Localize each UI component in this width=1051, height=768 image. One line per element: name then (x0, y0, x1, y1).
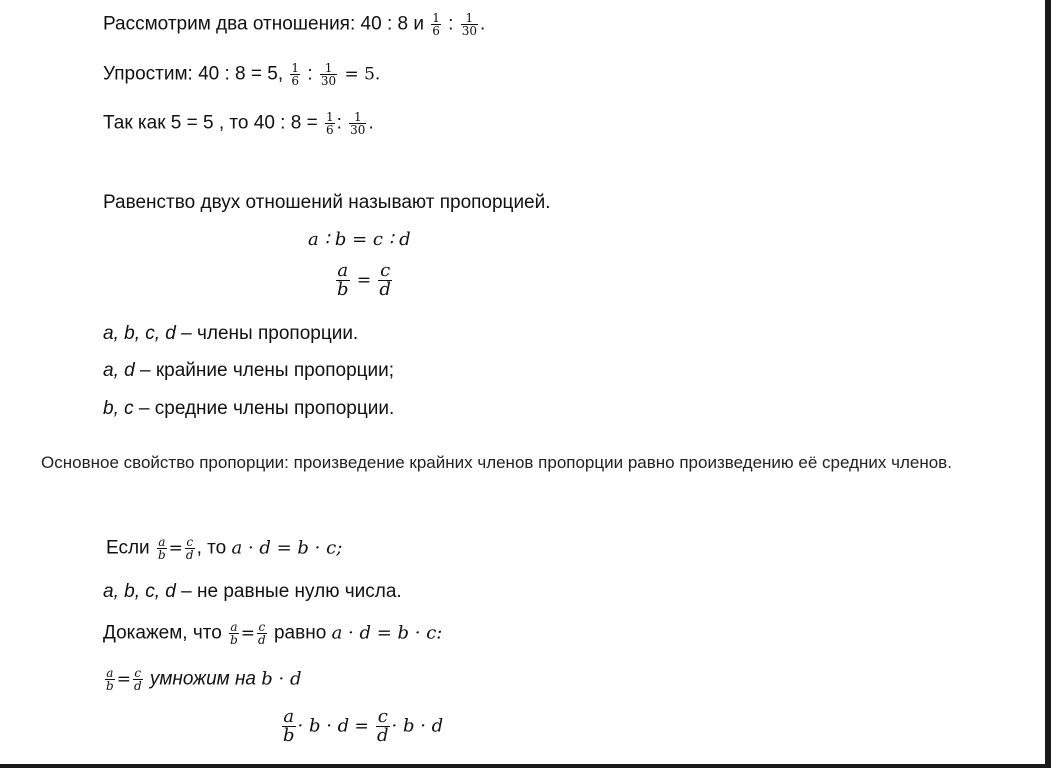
right-border (1045, 0, 1051, 768)
ratio-sign: : (448, 13, 454, 35)
nonzero-line: a, b, c, d – не равные нулю числа. (103, 581, 402, 602)
extreme-members-line: a, d – крайние члены пропорции; (103, 360, 395, 381)
definition-text: Равенство двух отношений называют пропорцией. (103, 192, 551, 213)
property-note: Основное свойство пропорции: произведение крайних членов пропорции равно произведению её средних членов. (41, 453, 952, 472)
multiply-line: $\frac{a}{b}$ = $\frac{c}{d}$ умножим на b · d (106, 666, 302, 693)
simplify-text: Упростим: 40 : 8 = 5, (103, 63, 284, 85)
fraction-1-6: $\frac{1}{6}$ (325, 110, 334, 137)
fraction-1-6: $\frac{1}{6}$ (291, 61, 300, 88)
final-formula: $\frac{a}{b}$ · b · d = $\frac{c}{d}$ · b · d (283, 706, 444, 746)
simplify-result: = 5. (344, 64, 381, 85)
fraction-1-30: $\frac{1}{30}$ (350, 110, 366, 137)
middle-members-line: b, c – средние члены пропорции. (103, 398, 395, 419)
prove-line: Докажем, что $\frac{a}{b}$ = $\frac{c}{d}$ равно a · d = b · c: (103, 620, 443, 647)
ratio-sign: : (307, 63, 313, 85)
intro-text: Рассмотрим два отношения: 40 : 8 и (103, 13, 424, 35)
ratio-sign: : (336, 112, 342, 134)
since-text: Так как 5 = 5 , то 40 : 8 = (103, 112, 318, 134)
fraction-1-30: $\frac{1}{30}$ (320, 61, 337, 88)
proportion-formula: a ∶ b = c ∶ d (308, 229, 411, 250)
simplify-line (103, 62, 380, 87)
if-line: Если $\frac{a}{b}$ = $\frac{c}{d}$ , то a · d = b · c; (106, 535, 343, 562)
intro-line: Рассмотрим два отношения: 40 : 8 и $\frac{1}{6}$ : $\frac{1}{30}$ . (103, 11, 486, 38)
fraction-1-6: $\frac{1}{6}$ (432, 11, 440, 38)
fraction-1-30: $\frac{1}{30}$ (461, 11, 478, 38)
proportion-fraction-formula: $\frac{a}{b}$ = $\frac{c}{d}$ (337, 260, 391, 300)
members-line: a, b, c, d – члены пропорции. (103, 323, 359, 344)
since-line: Так как 5 = 5 , то 40 : 8 = $\frac{1}{6}$ : $\frac{1}{30}$ . (103, 110, 374, 137)
bottom-border (0, 764, 1051, 768)
